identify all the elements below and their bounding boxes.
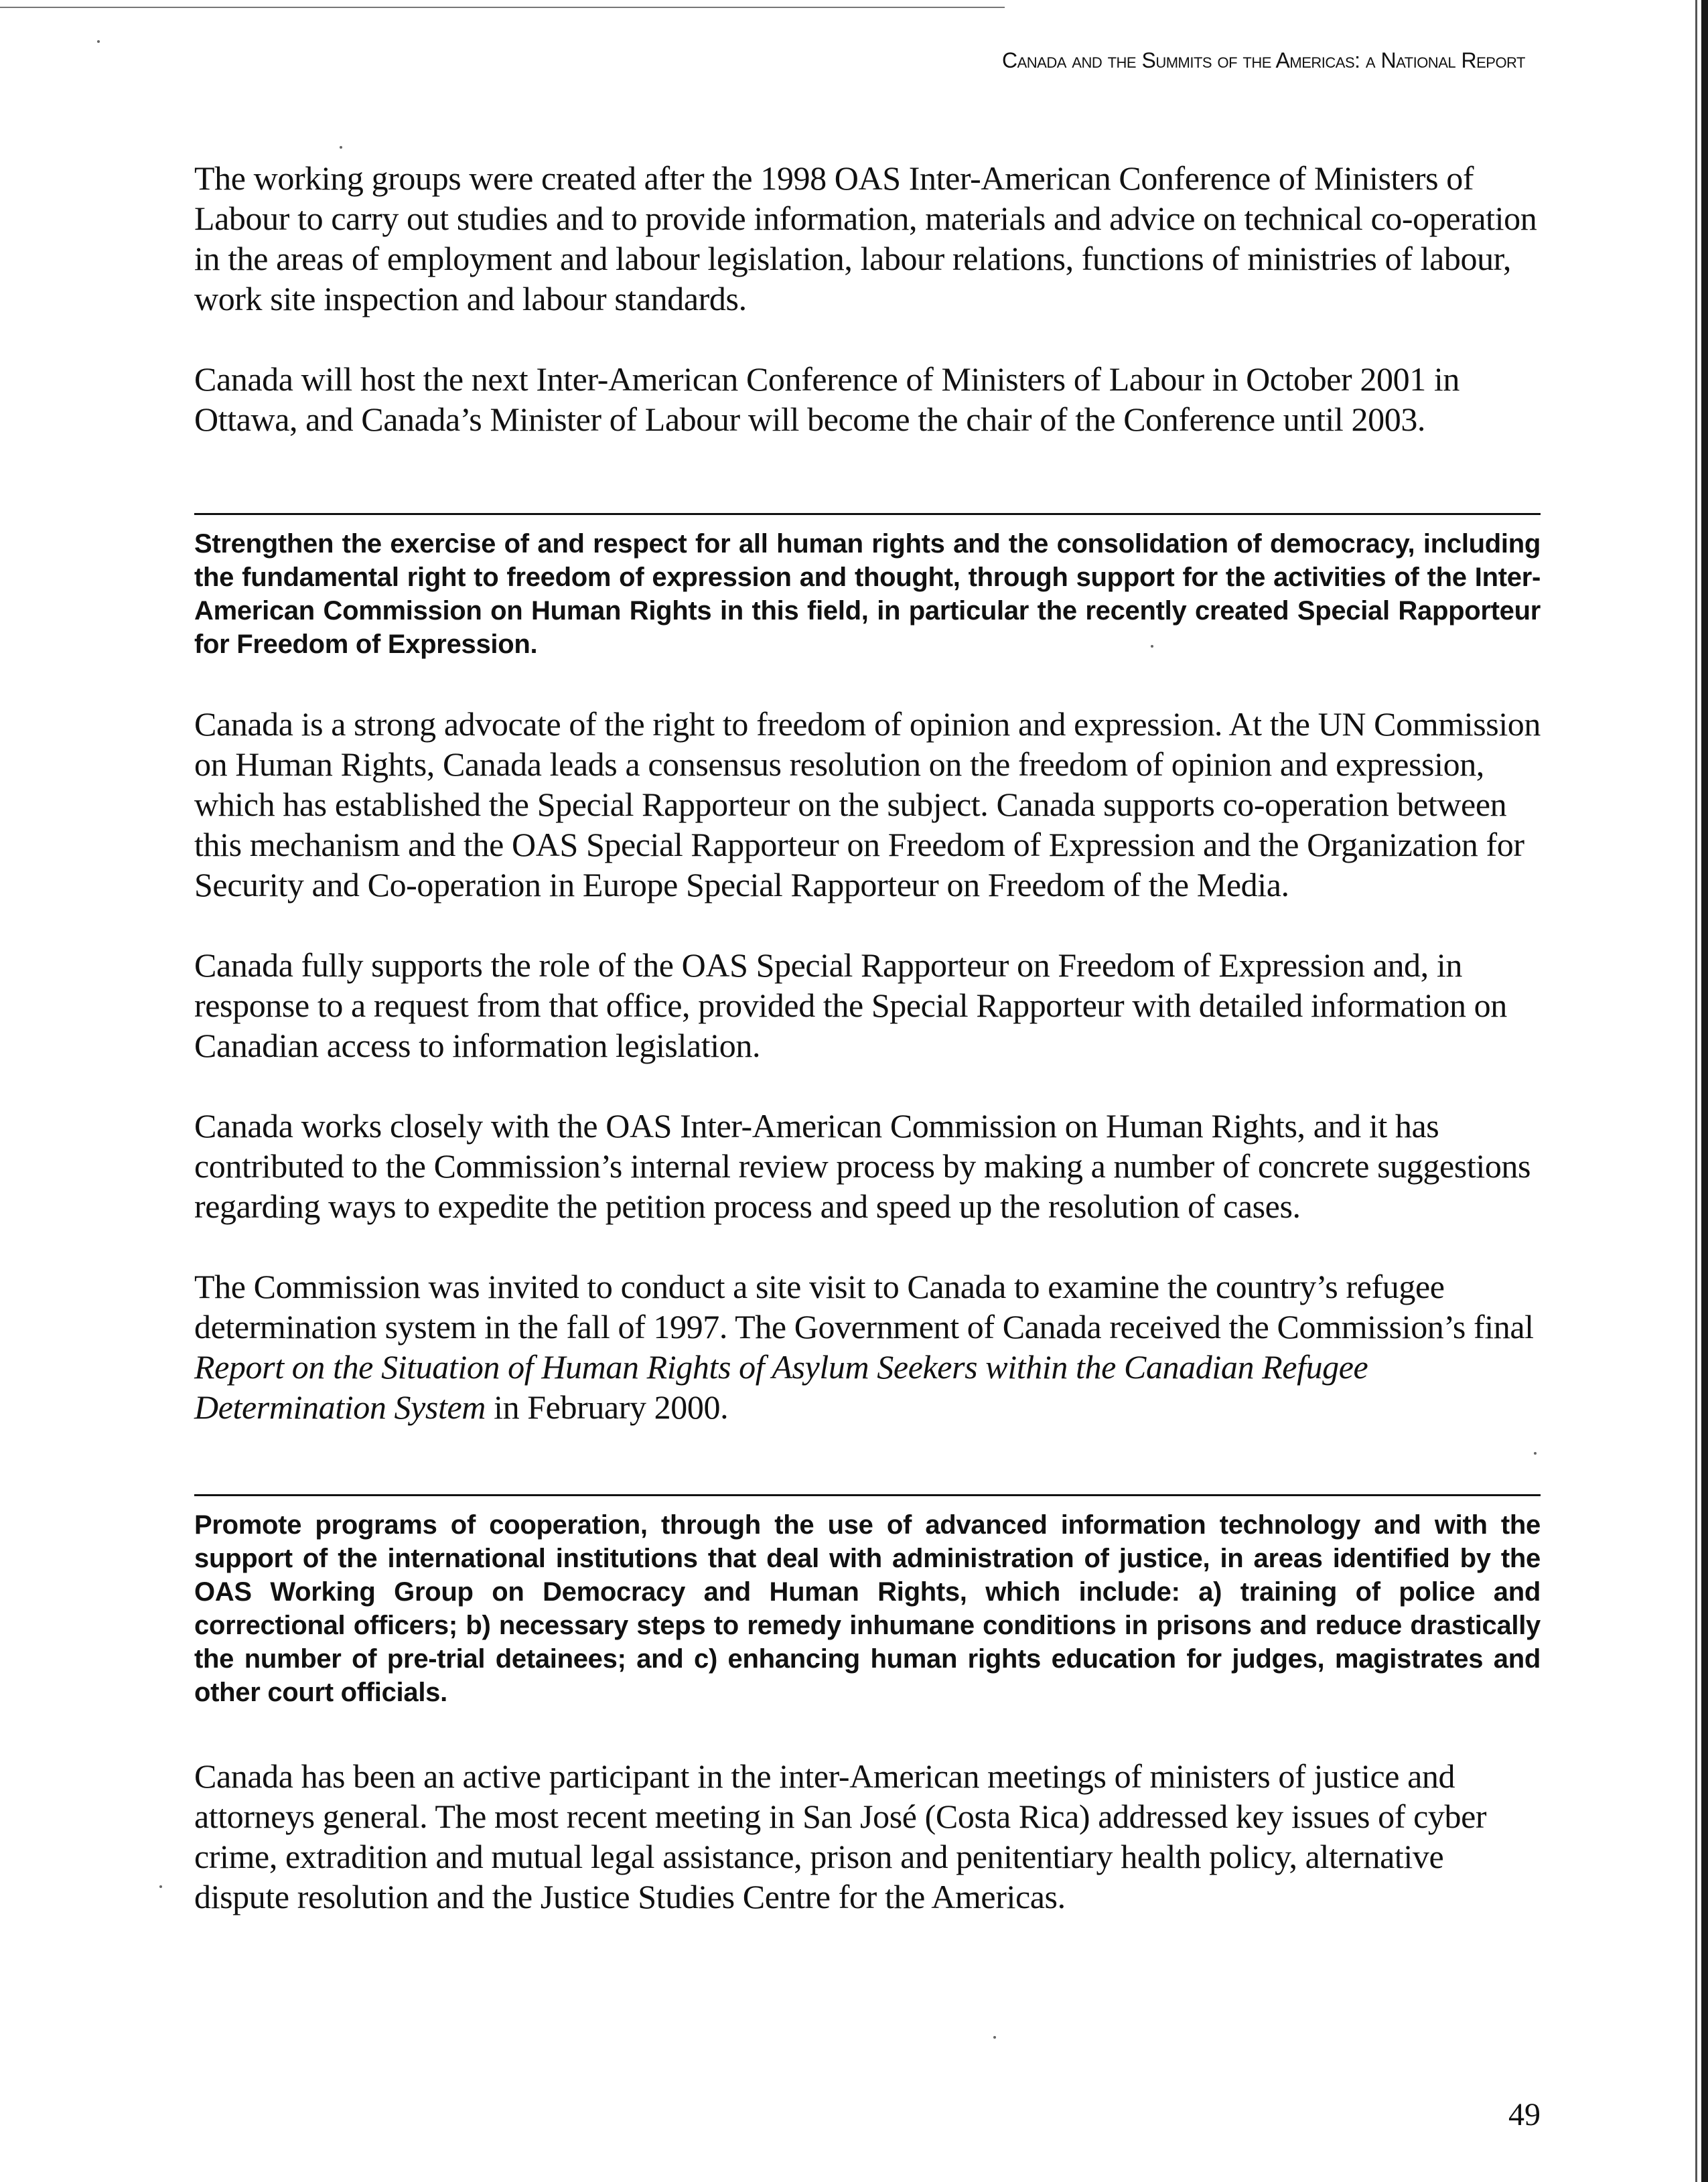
page-body — [194, 158, 1541, 1957]
body-paragraph: The working groups were created after the 1998 OAS Inter-American Conference of Ministers of Labour to carry out studies and to provide information, materials and advice on technical co-operation in the areas of employment and labour legislation, labour relations, functions of ministries of labour, work site inspection and labour standards. — [194, 159, 1537, 317]
mandate-statement: Promote programs of cooperation, through the use of advanced information technology and with the support of the international institutions that deal with administration of justice, in areas identified by the OAS Working Group on Democracy and Human Rights, which include: a) training of police and correctional officers; b) necessary steps to remedy inhumane conditions in prisons and reduce drastically the number of pre-trial detainees; and c) enhancing human rights education for judges, magistrates and other court officials. — [194, 1510, 1541, 1707]
scan-right-edge-line — [1695, 0, 1697, 2182]
scan-speck — [340, 146, 342, 149]
body-paragraph — [194, 1266, 1541, 1427]
report-title: Report on the Situation of Human Rights of Asylum Seekers within the Canadian Refugee Determination System — [194, 1348, 1368, 1426]
body-paragraph: Canada will host the next Inter-American Conference of Ministers of Labour in October 2001 in Ottawa, and Canada’s Minister of Labour will become the chair of the Conference until 2003. — [194, 360, 1460, 438]
page-number: 49 — [1508, 2097, 1541, 2132]
section-rule — [194, 513, 1541, 515]
scan-top-rule — [0, 7, 1005, 8]
running-header: Canada and the Summits of the Americas: a National Report — [1001, 48, 1525, 72]
scan-speck — [993, 2036, 996, 2039]
body-paragraph: Canada works closely with the OAS Inter-American Commission on Human Rights, and it has contributed to the Commission’s internal review process by making a number of concrete suggestions regarding ways to expedite the petition process and speed up the resolution of cases. — [194, 1107, 1531, 1225]
body-paragraph: Canada has been an active participant in the inter-American meetings of ministers of justice and attorneys general. The most recent meeting in San José (Costa Rica) addressed key issues of cyber crime, extradition and mutual legal assistance, prison and penitentiary health policy, alternative dispute resolution and the Justice Studies Centre for the Americas. — [194, 1757, 1487, 1915]
paragraph-text: The Commission was invited to conduct a site visit to Canada to examine the country’s refugee determination system in the fall of 1997. The Government of Canada received the Commission’s final — [194, 1268, 1534, 1345]
paragraph-text: in February 2000. — [485, 1388, 729, 1426]
scan-speck — [97, 40, 100, 43]
scan-right-edge — [1701, 0, 1708, 2182]
body-paragraph: Canada is a strong advocate of the right to freedom of opinion and expression. At the UN Commission on Human Rights, Canada leads a consensus resolution on the freedom of opinion and expression, which has established the Special Rapporteur on the subject. Canada supports co-operation between this mechanism and the OAS Special Rapporteur on Freedom of Expression and the Organization for Security and Co-operation in Europe Special Rapporteur on Freedom of the Media. — [194, 705, 1541, 903]
scan-speck — [159, 1885, 162, 1888]
section-rule — [194, 1494, 1541, 1496]
mandate-statement: Strengthen the exercise of and respect for all human rights and the consolidation of democracy, including the fundamental right to freedom of expression and thought, through support for the activities of the Inter-American Commission on Human Rights in this field, in particular the recently created Special Rapporteur for Freedom of Expression. — [194, 529, 1541, 659]
body-paragraph: Canada fully supports the role of the OAS Special Rapporteur on Freedom of Expression and, in response to a request from that office, provided the Special Rapporteur with detailed information on Canadian access to information legislation. — [194, 946, 1507, 1064]
